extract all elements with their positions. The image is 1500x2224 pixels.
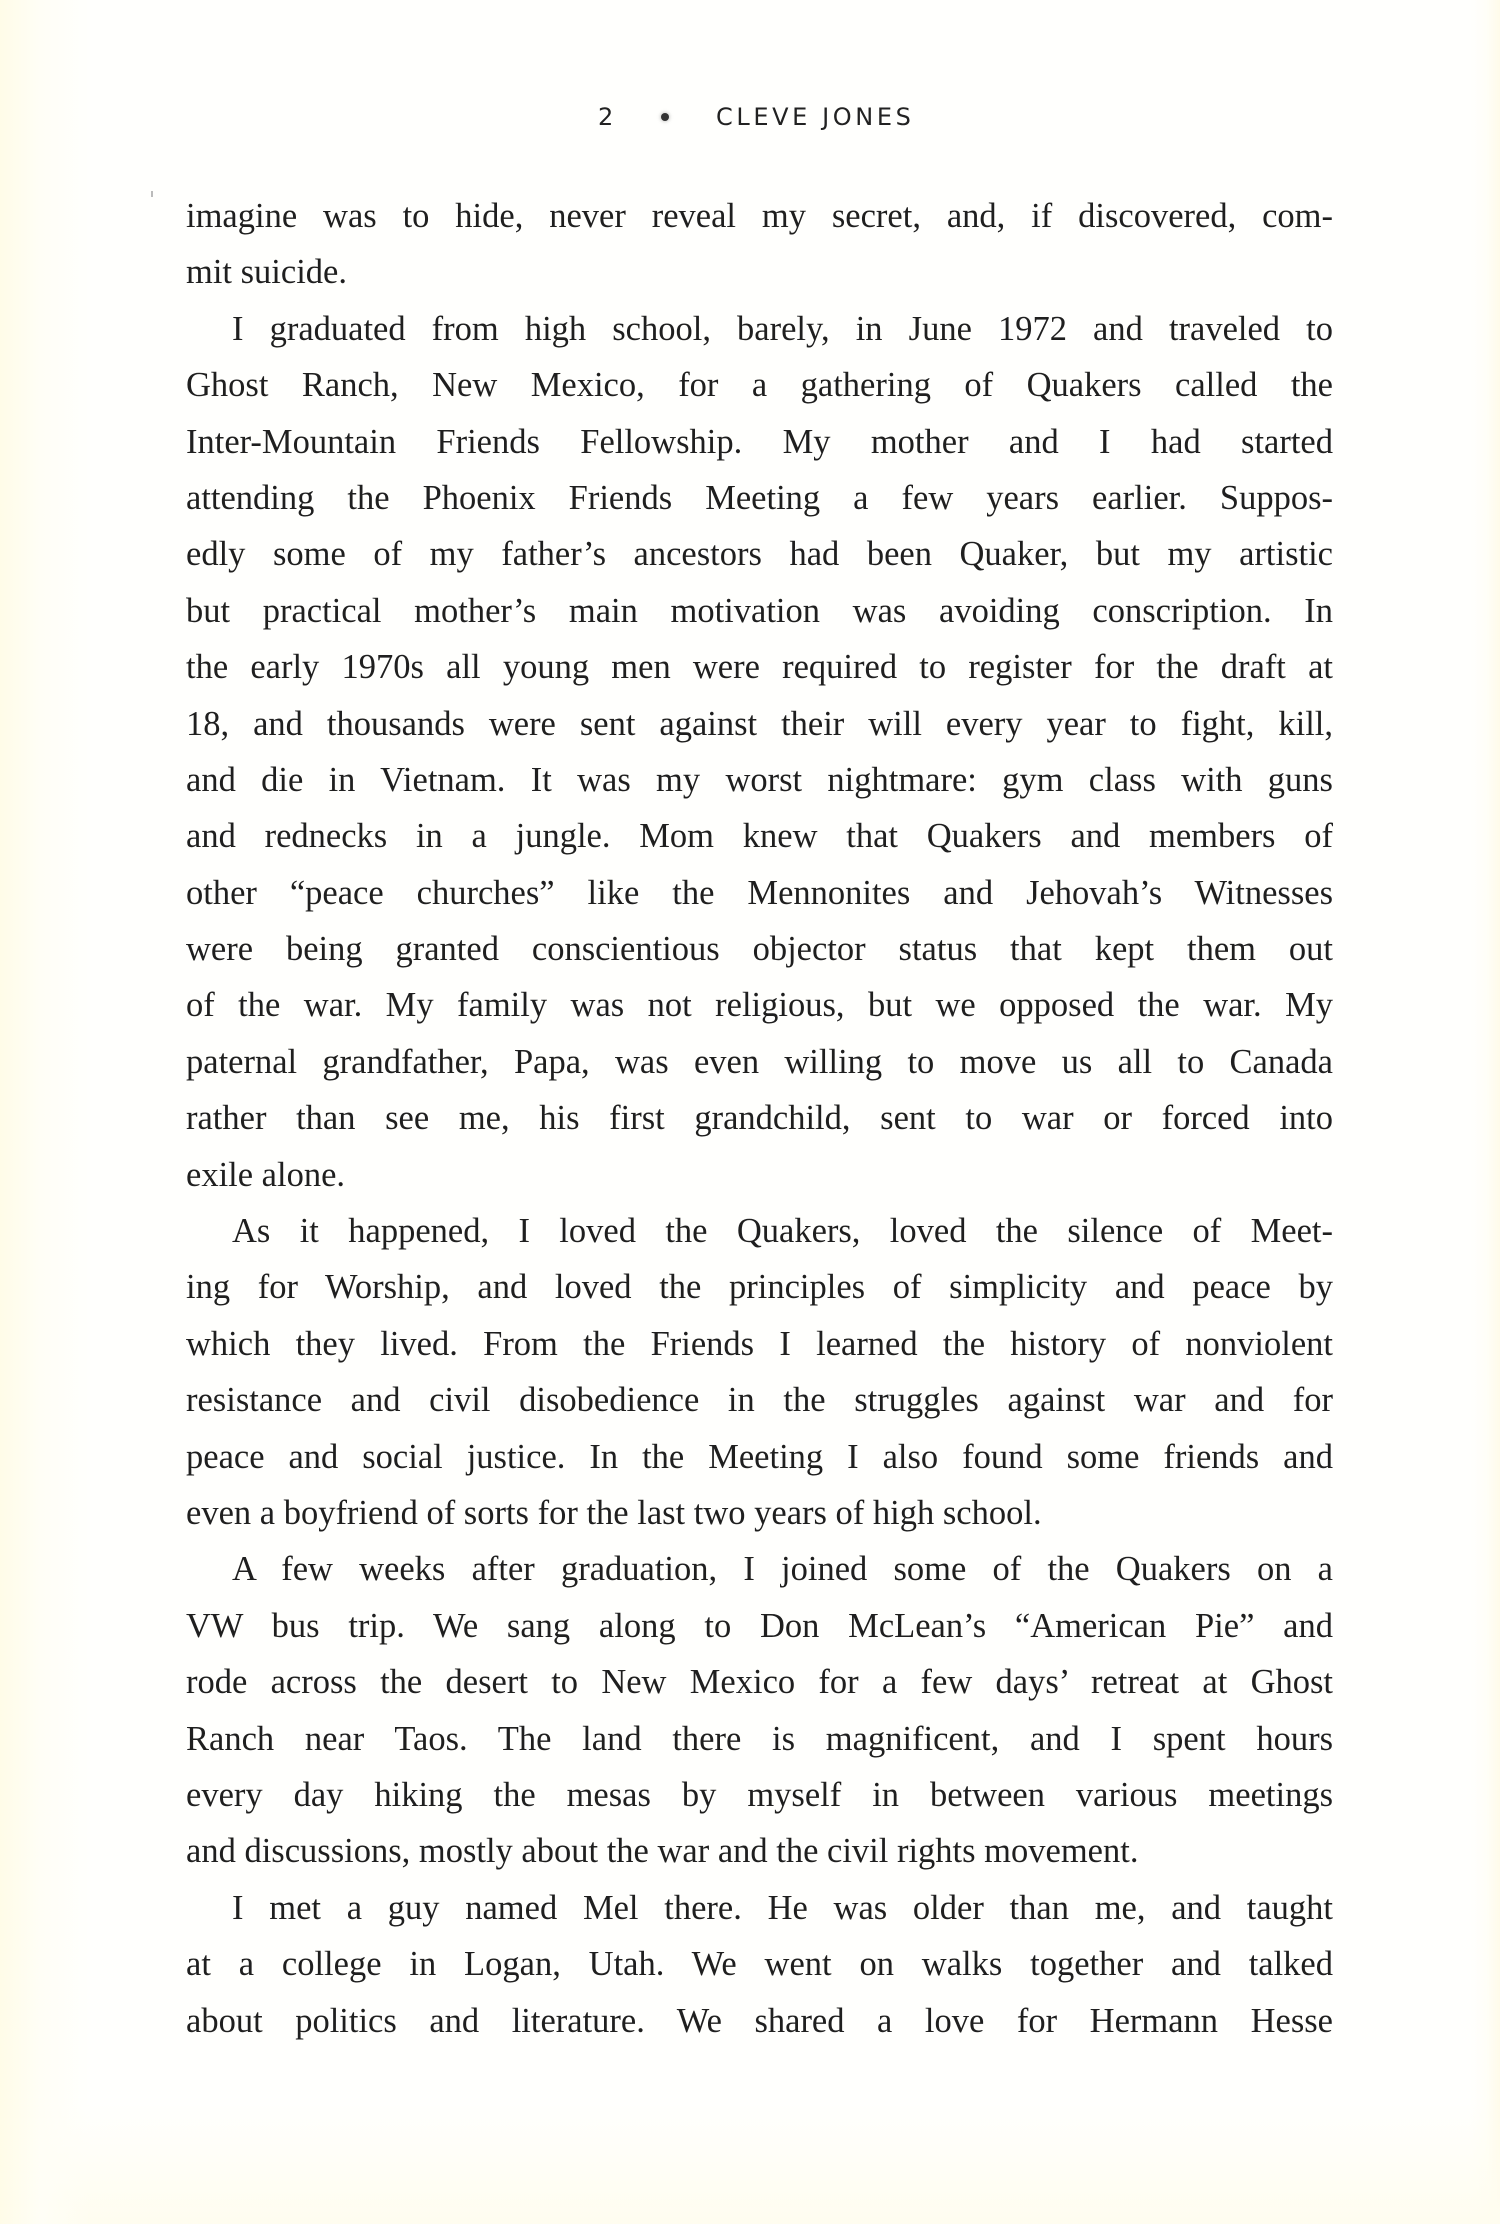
- text-line: but practical mother’s main motivation was avoiding conscription. In: [186, 591, 1333, 630]
- text-line: of the war. My family was not religious, but we opposed the war. My: [186, 986, 1333, 1025]
- running-head: [0, 103, 1500, 135]
- text-line: paternal grandfather, Papa, was even willing to move us all to Canada: [186, 1042, 1333, 1081]
- scan-speck: [151, 191, 153, 197]
- text-line: I graduated from high school, barely, in June 1972 and traveled to: [232, 309, 1333, 348]
- text-line: about politics and literature. We shared a love for Hermann Hesse: [186, 2001, 1333, 2040]
- paragraph: [186, 1880, 1333, 2049]
- text-line: rather than see me, his first grandchild, sent to war or forced into: [186, 1099, 1333, 1138]
- text-line: resistance and civil disobedience in the struggles against war and for: [186, 1381, 1333, 1420]
- text-line: were being granted conscientious objector status that kept them out: [186, 930, 1333, 969]
- text-line: every day hiking the mesas by myself in between various meetings: [186, 1775, 1333, 1814]
- text-line: and die in Vietnam. It was my worst nightmare: gym class with guns: [186, 760, 1333, 799]
- text-line: mit suicide.: [186, 253, 347, 292]
- body-text: [186, 188, 1333, 2049]
- paragraph: [186, 1541, 1333, 1879]
- text-line: 18, and thousands were sent against their will every year to fight, kill,: [186, 704, 1333, 743]
- text-line: at a college in Logan, Utah. We went on walks together and talked: [186, 1945, 1333, 1984]
- text-line: edly some of my father’s ancestors had been Quaker, but my artistic: [186, 535, 1333, 574]
- text-line: As it happened, I loved the Quakers, loved the silence of Meet-: [232, 1212, 1333, 1251]
- text-line: Ghost Ranch, New Mexico, for a gathering of Quakers called the: [186, 366, 1333, 405]
- text-line: imagine was to hide, never reveal my secret, and, if discovered, com-: [186, 197, 1333, 235]
- text-line: ing for Worship, and loved the principles of simplicity and peace by: [186, 1268, 1333, 1307]
- text-line: other “peace churches” like the Mennonites and Jehovah’s Witnesses: [186, 873, 1333, 912]
- page-number: 2: [598, 103, 617, 131]
- text-line: peace and social justice. In the Meeting I also found some friends and: [186, 1437, 1333, 1476]
- running-head-author: CLEVE JONES: [716, 103, 915, 131]
- text-line: even a boyfriend of sorts for the last two years of high school.: [186, 1493, 1042, 1532]
- text-line: the early 1970s all young men were required to register for the draft at: [186, 648, 1333, 687]
- text-line: rode across the desert to New Mexico for a few days’ retreat at Ghost: [186, 1663, 1333, 1702]
- text-line: exile alone.: [186, 1155, 346, 1194]
- text-line: attending the Phoenix Friends Meeting a few years earlier. Suppos-: [186, 478, 1333, 517]
- text-line: and rednecks in a jungle. Mom knew that Quakers and members of: [186, 817, 1333, 856]
- text-line: I met a guy named Mel there. He was older than me, and taught: [232, 1888, 1333, 1927]
- text-line: and discussions, mostly about the war and the civil rights movement.: [186, 1832, 1139, 1871]
- text-line: Inter-Mountain Friends Fellowship. My mother and I had started: [186, 422, 1333, 461]
- text-line: A few weeks after graduation, I joined some of the Quakers on a: [232, 1550, 1333, 1589]
- text-line: VW bus trip. We sang along to Don McLean’s “American Pie” and: [186, 1606, 1333, 1645]
- text-line: which they lived. From the Friends I learned the history of nonviolent: [186, 1324, 1333, 1363]
- bullet-separator-icon: [661, 113, 669, 121]
- paragraph: [186, 188, 1333, 301]
- paragraph: [186, 1203, 1333, 1541]
- text-line: Ranch near Taos. The land there is magnificent, and I spent hours: [186, 1719, 1333, 1758]
- paragraph: [186, 301, 1333, 1203]
